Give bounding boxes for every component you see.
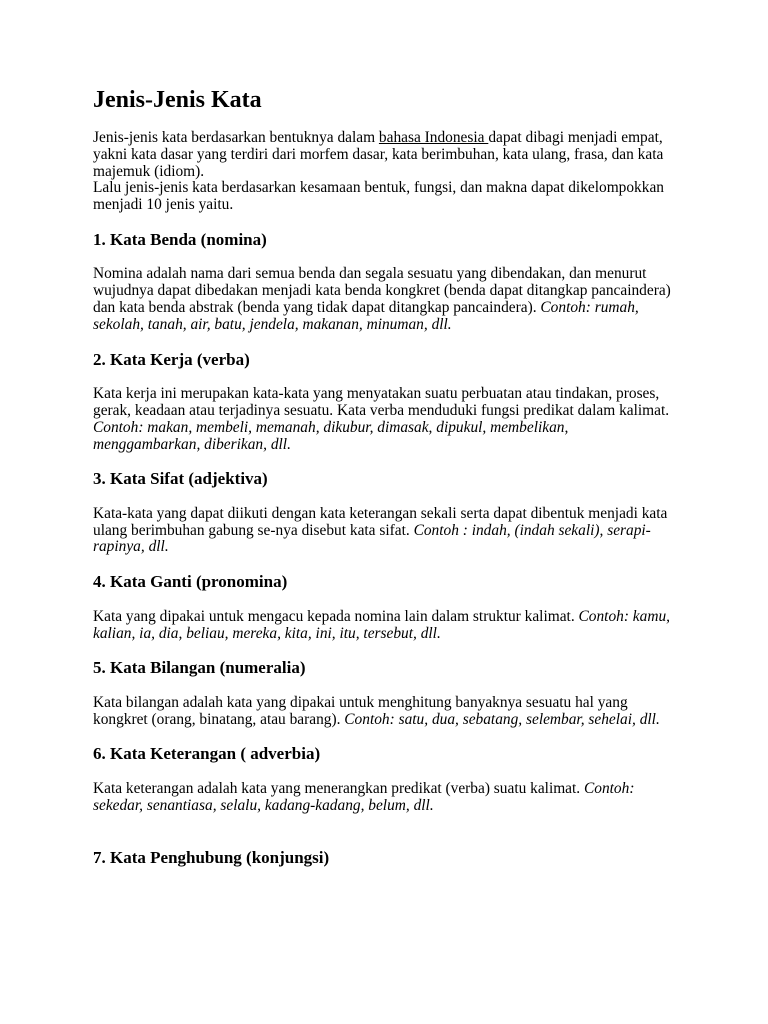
section-paragraph-kata-sifat — [93, 506, 753, 556]
paragraph-line: Kata-kata yang dapat diikuti dengan kata keterangan sekali serta dapat dibentuk menjadi kata — [93, 504, 668, 522]
section-heading-kata-keterangan: 6. Kata Keterangan ( adverbia) — [93, 744, 321, 764]
example-text: kalian, ia, dia, beliau, mereka, kita, ini, itu, tersebut, dll. — [93, 624, 441, 642]
body-text: dan kata benda abstrak (benda yang tidak dapat ditangkap pancaindera). — [93, 299, 541, 317]
paragraph-line — [93, 300, 753, 317]
intro-text: dapat dibagi menjadi empat, — [488, 129, 663, 146]
paragraph-line: wujudnya dapat dibedakan menjadi kata benda kongkret (benda dapat ditangkap pancaindera) — [93, 282, 671, 300]
section-heading-kata-ganti: 4. Kata Ganti (pronomina) — [93, 572, 288, 592]
paragraph-line — [93, 781, 753, 798]
section-heading-kata-benda: 1. Kata Benda (nomina) — [93, 229, 267, 249]
section-paragraph-kata-ganti — [93, 609, 753, 643]
example-text: rapinya, dll. — [93, 538, 169, 556]
body-text: kongkret (orang, binatang, atau barang). — [93, 710, 345, 728]
section-heading-kata-kerja: 2. Kata Kerja (verba) — [93, 349, 250, 369]
document-body — [93, 88, 753, 867]
section-heading-kata-bilangan: 5. Kata Bilangan (numeralia) — [93, 658, 306, 678]
paragraph-line: Kata bilangan adalah kata yang dipakai untuk menghitung banyaknya sesuatu hal yang — [93, 693, 628, 711]
intro-text: Jenis-jenis kata berdasarkan bentuknya dalam — [93, 129, 379, 146]
section-paragraph-kata-benda — [93, 266, 753, 333]
section-paragraph-kata-bilangan — [93, 695, 753, 729]
section-heading-kata-penghubung: 7. Kata Penghubung (konjungsi) — [93, 847, 330, 867]
bahasa-indonesia-link[interactable]: bahasa Indonesia — [378, 129, 489, 146]
paragraph-line: Lalu jenis-jenis kata berdasarkan kesamaan bentuk, fungsi, dan makna dapat dikelompokkan — [93, 179, 664, 197]
example-text: Contoh: — [584, 779, 635, 797]
paragraph-line: majemuk (idiom). — [93, 162, 205, 180]
example-text: Contoh : indah, (indah sekali), serapi- — [413, 521, 651, 539]
paragraph-line: Nomina adalah nama dari semua benda dan segala sesuatu yang dibendakan, dan menurut — [93, 265, 647, 283]
paragraph-line: Kata kerja ini merupakan kata-kata yang menyatakan suatu perbuatan atau tindakan, proses, — [93, 385, 660, 403]
body-text: Kata yang dipakai untuk mengacu kepada nomina lain dalam struktur kalimat. — [93, 607, 579, 625]
paragraph-line — [93, 130, 753, 147]
body-text: ulang berimbuhan gabung se-nya disebut kata sifat. — [93, 521, 414, 539]
section-paragraph-kata-keterangan — [93, 781, 753, 815]
paragraph-line — [93, 609, 753, 626]
example-text: menggambarkan, diberikan, dll. — [93, 435, 291, 453]
paragraph-line: menjadi 10 jenis yaitu. — [93, 196, 234, 214]
section-heading-kata-sifat: 3. Kata Sifat (adjektiva) — [93, 469, 268, 489]
example-text: sekolah, tanah, air, batu, jendela, makanan, minuman, dll. — [93, 315, 452, 333]
example-text: Contoh: satu, dua, sebatang, selembar, sehelai, dll. — [344, 710, 660, 728]
example-text: Contoh: kamu, — [578, 607, 670, 625]
paragraph-line — [93, 523, 753, 540]
example-text: sekedar, senantiasa, selalu, kadang-kadang, belum, dll. — [93, 796, 434, 814]
paragraph-line — [93, 712, 753, 729]
section-paragraph-kata-kerja — [93, 386, 753, 453]
page-title: Jenis-Jenis Kata — [93, 87, 262, 113]
paragraph-line: gerak, keadaan atau terjadinya sesuatu. Kata verba menduduki fungsi predikat dalam kalimat. — [93, 401, 670, 419]
example-text: Contoh: rumah, — [540, 299, 639, 317]
example-text: Contoh: makan, membeli, memanah, dikubur, dimasak, dipukul, membelikan, — [93, 418, 569, 436]
body-text: Kata keterangan adalah kata yang menerangkan predikat (verba) suatu kalimat. — [93, 779, 584, 797]
intro-paragraph — [93, 130, 753, 214]
paragraph-line: yakni kata dasar yang terdiri dari morfem dasar, kata berimbuhan, kata ulang, frasa, dan kata — [93, 145, 664, 163]
